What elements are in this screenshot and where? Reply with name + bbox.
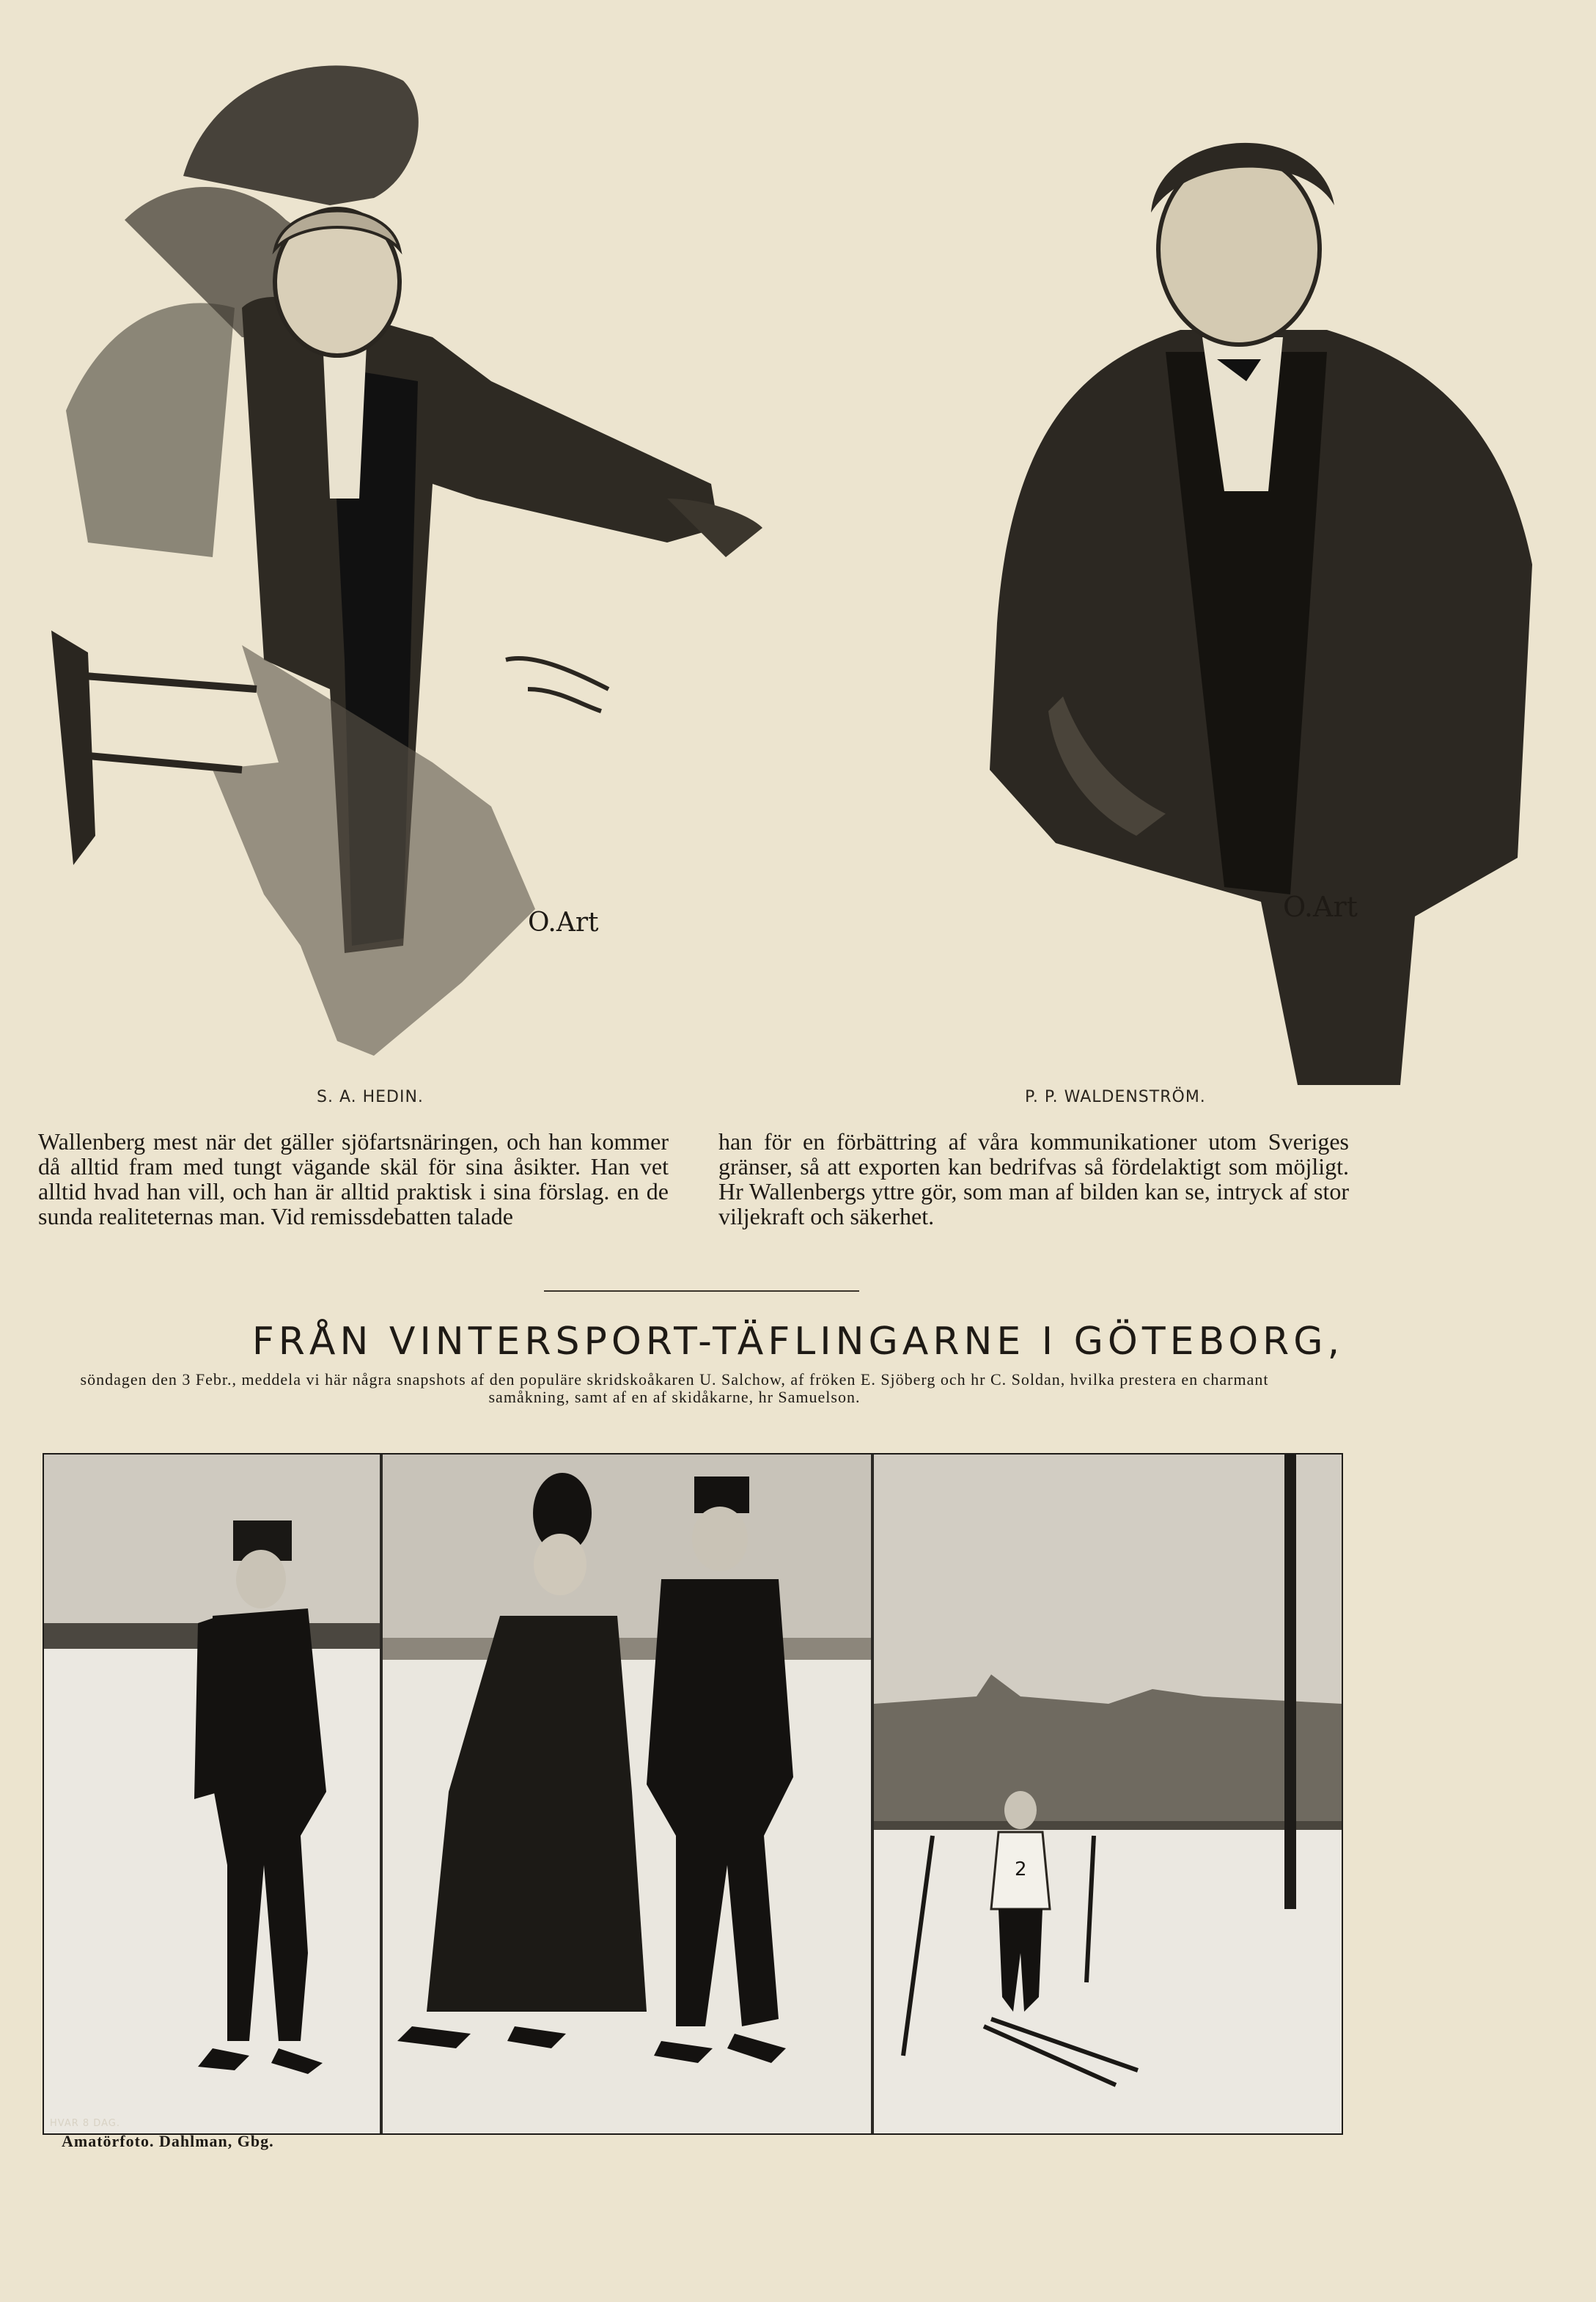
hedin-signature: O.Art bbox=[528, 908, 599, 938]
hedin-caption: S. A. HEDIN. bbox=[317, 1088, 424, 1106]
article-left-text: Wallenberg mest när det gäller sjöfartsnäringen, och han kommer då alltid fram med tungt vägande skäl för sina åsikter. Han vet alltid hvad han vill, och han är alltid praktisk i sina förslag. en de sunda realiteternas man. Vid remissdebatten talade bbox=[38, 1128, 669, 1229]
section-intro: söndagen den 3 Febr., meddela vi här några snapshots af den populäre skridskoåkaren U. Salchow, af fröken E. Sjöberg och hr C. Soldan, hvilka prestera en charmant samåkning, samt af en af skidåkarne, hr Samuelson. bbox=[80, 1370, 1269, 1406]
photo-credit: Amatörfoto. Dahlman, Gbg. bbox=[62, 2132, 274, 2150]
photo-sjoberg-soldan bbox=[383, 1455, 871, 2133]
photo-strip bbox=[43, 1453, 1343, 2135]
portrait-hedin-illustration bbox=[22, 29, 799, 1085]
article-left-column bbox=[38, 1129, 669, 1229]
photo-samuelson-skier bbox=[874, 1455, 1342, 2133]
article-right-text: han för en förbättring af våra kommunikationer utom Sveriges gränser, så att exporten kan bedrifvas så fördelaktigt som möjligt. Hr Wallenbergs yttre gör, som man af bilden kan se, intryck af stor viljekraft och säkerhet. bbox=[718, 1128, 1349, 1229]
waldenstrom-caption: P. P. WALDENSTRÖM. bbox=[1025, 1088, 1206, 1106]
article-right-column bbox=[718, 1129, 1349, 1229]
portrait-waldenstrom-illustration bbox=[946, 110, 1562, 1085]
skier-bib-number: 2 bbox=[1015, 1858, 1027, 1880]
section-heading: FRÅN VINTERSPORT-TÄFLINGARNE I GÖTEBORG, bbox=[251, 1320, 1345, 1364]
photo-salchow bbox=[44, 1455, 380, 2133]
section-divider bbox=[544, 1290, 859, 1292]
photo-stamp: HVAR 8 DAG. bbox=[50, 2118, 120, 2129]
waldenstrom-signature: O.Art bbox=[1283, 891, 1358, 923]
